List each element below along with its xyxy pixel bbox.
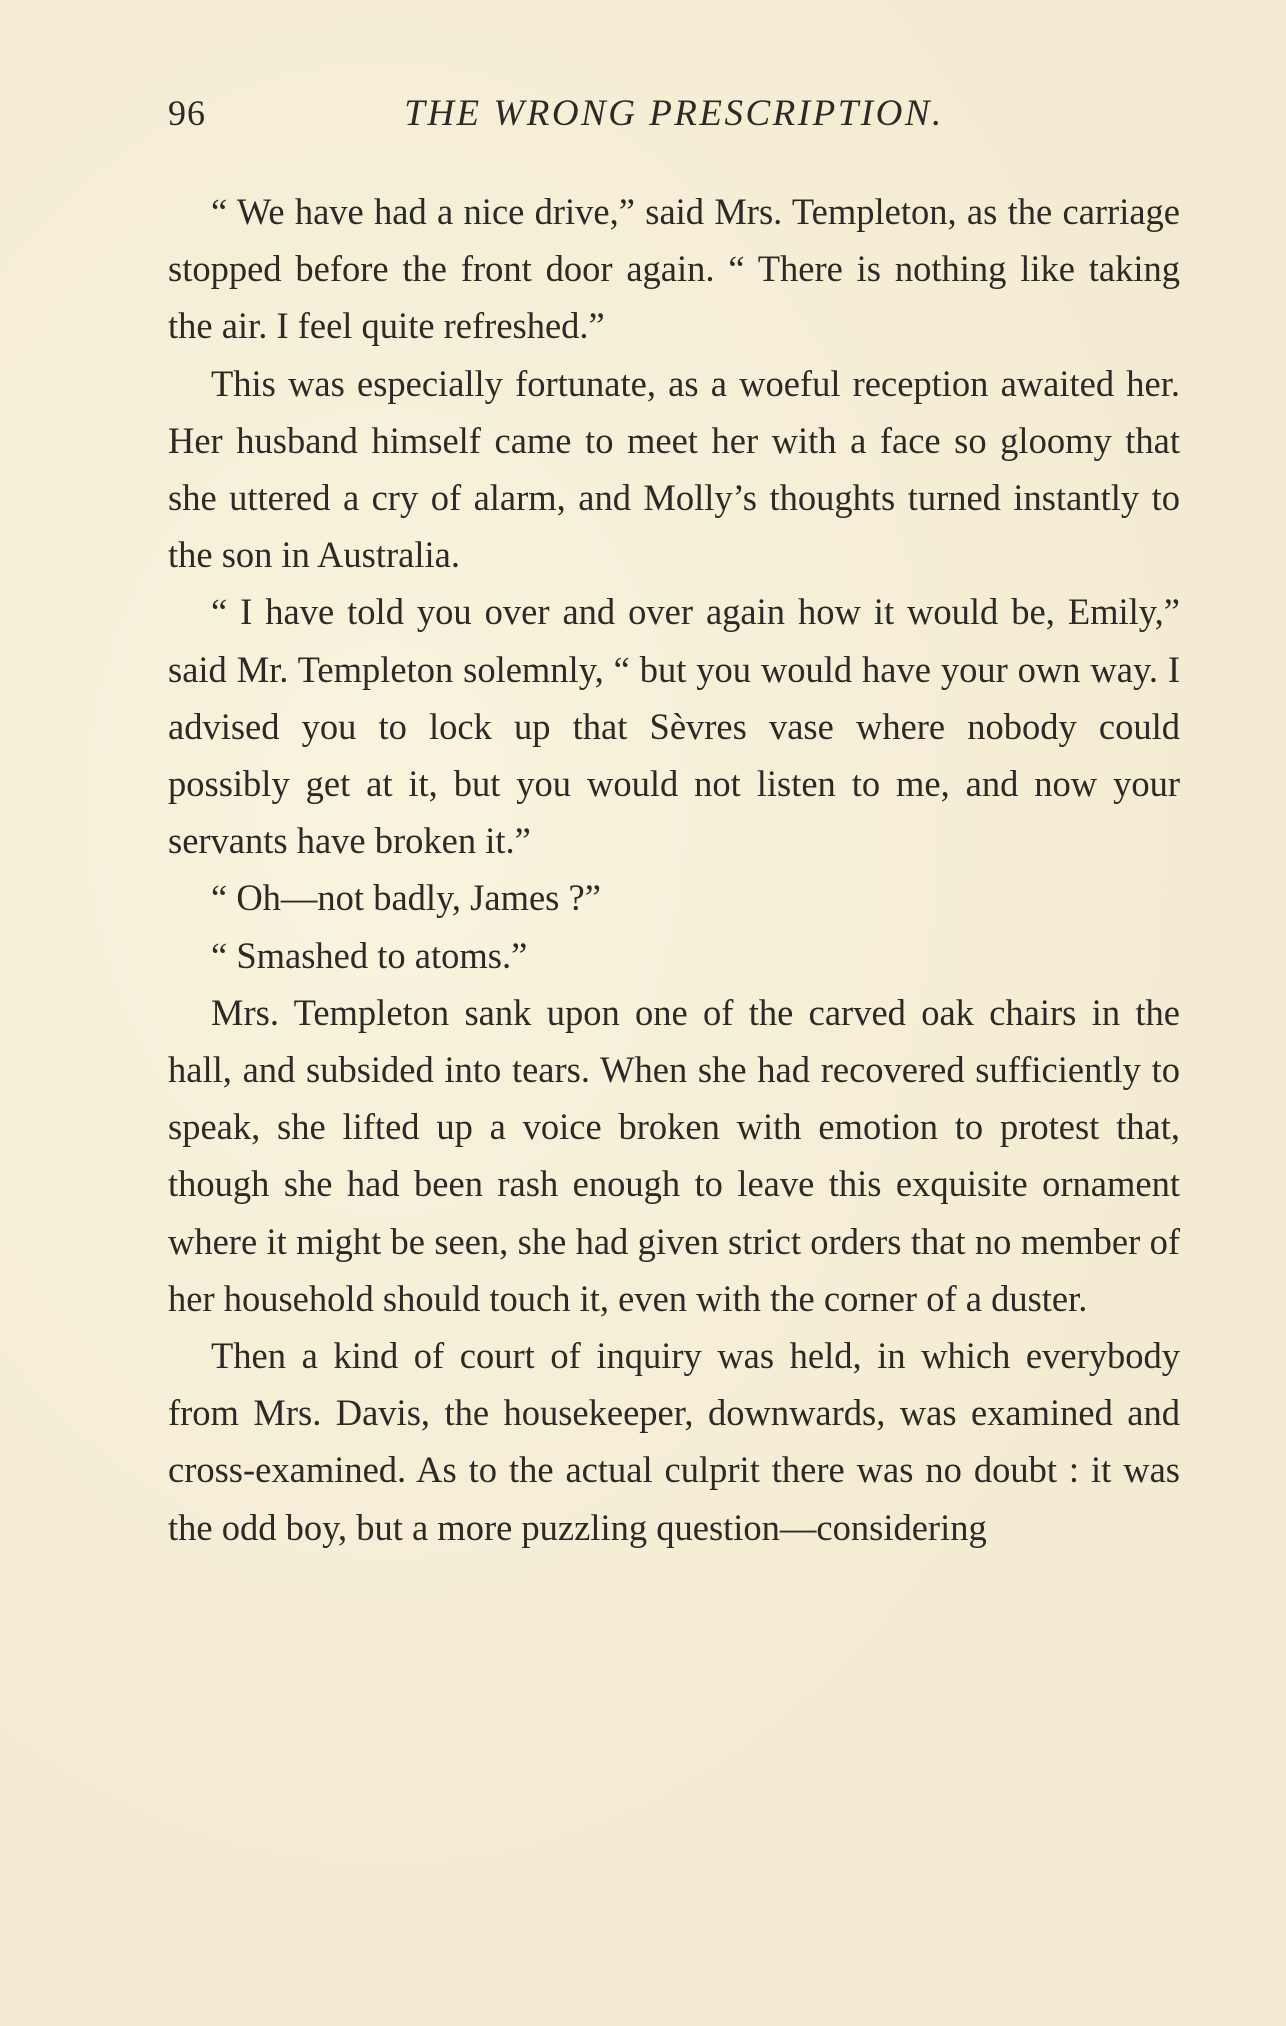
paragraph: This was especially fortunate, as a woeful reception awaited her. Her husband himself came to meet her with a face so gloomy that she uttered a cry of alarm, and Molly’s thoughts turned instantly to the son in Australia. bbox=[168, 362, 1180, 576]
paragraph: “ Smashed to atoms.” bbox=[211, 934, 528, 976]
paragraph: “ Oh—not badly, James ?” bbox=[211, 877, 601, 919]
paragraph: “ I have told you over and over again how it would be, Emily,” said Mr. Templeton solemnly, “ but you would have your own way. I advised you to lock up that Sèvres vase where nobody could possibly get at it, but you would not listen to me, and now your servants have broken it.” bbox=[168, 591, 1180, 862]
body-text bbox=[168, 183, 1180, 1556]
page-header bbox=[168, 92, 1180, 142]
paragraph: Mrs. Templeton sank upon one of the carved oak chairs in the hall, and subsided into tears. When she had recovered sufficiently to speak, she lifted up a voice broken with emotion to protest that, though she had been rash enough to leave this exquisite ornament where it might be seen, she had given strict orders that no member of her household should touch it, even with the corner of a duster. bbox=[168, 991, 1180, 1319]
paragraph: Then a kind of court of inquiry was held, in which everybody from Mrs. Davis, the housekeeper, downwards, was examined and cross-examined. As to the actual culprit there was no doubt : it was the odd boy, but a more puzzling question—considering bbox=[168, 1335, 1180, 1548]
running-title: THE WRONG PRESCRIPTION. bbox=[404, 93, 944, 134]
paragraph: “ We have had a nice drive,” said Mrs. Templeton, as the carriage stopped before the front door again. “ There is nothing like taking the air. I feel quite refreshed.” bbox=[168, 191, 1180, 347]
page-number: 96 bbox=[168, 93, 206, 133]
